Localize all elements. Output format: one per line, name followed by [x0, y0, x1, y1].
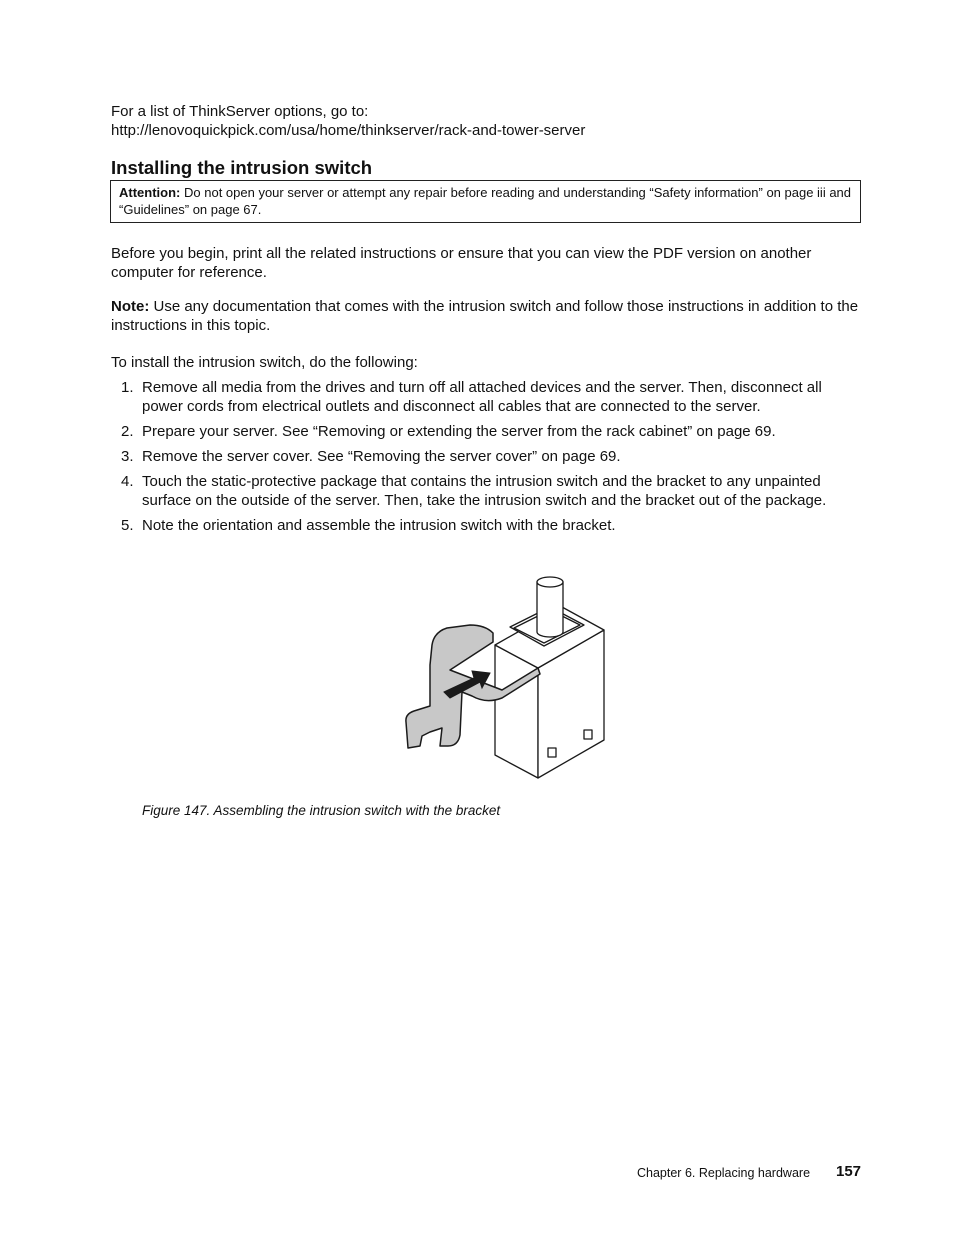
plunger-icon [537, 582, 563, 637]
step-text: Prepare your server. See “Removing or extending the server from the rack cabinet” on page 69. [142, 423, 776, 440]
footer-chapter: Chapter 6. Replacing hardware [637, 1166, 811, 1180]
figure-caption: Figure 147. Assembling the intrusion switch with the bracket [142, 803, 501, 818]
body-slot [584, 730, 592, 739]
step-item [111, 447, 863, 466]
step-text: Remove all media from the drives and turn off all attached devices and the server. Then, disconnect all power cords from electrical outlets and disconnect all cables that are connected to the server. [142, 379, 822, 415]
attention-box [110, 180, 861, 223]
step-number: 2. [121, 423, 134, 440]
step-number: 3. [121, 448, 134, 465]
intro-text [111, 102, 585, 140]
body-slot [548, 748, 556, 757]
options-url[interactable]: http://lenovoquickpick.com/usa/home/thinkserver/rack-and-tower-server [111, 122, 586, 139]
section-title: Installing the intrusion switch [111, 157, 373, 178]
page-number: 157 [836, 1163, 862, 1180]
step-number: 4. [121, 473, 134, 490]
steps-list [111, 378, 863, 541]
intrusion-switch-illustration [390, 570, 610, 785]
note-text: Use any documentation that comes with the intrusion switch and follow those instructions in addition to the instructions in this topic. [111, 298, 859, 334]
attention-text: Do not open your server or attempt any repair before reading and understanding “Safety information” on page iii and “Guidelines” on page 67. [119, 185, 852, 217]
attention-label: Attention: [119, 185, 181, 200]
step-text: Touch the static-protective package that contains the intrusion switch and the bracket to any unpainted surface on the outside of the server. Then, take the intrusion switch and the bracket out of the package. [142, 473, 827, 509]
step-text: Remove the server cover. See “Removing the server cover” on page 69. [142, 448, 621, 465]
intro-line-1: For a list of ThinkServer options, go to: [111, 103, 369, 120]
note-label: Note: [111, 298, 150, 315]
step-item [111, 422, 863, 441]
step-item [111, 516, 863, 535]
steps-intro: To install the intrusion switch, do the following: [111, 354, 418, 371]
before-begin-text: Before you begin, print all the related instructions or ensure that you can view the PDF version on another computer for reference. [111, 245, 812, 281]
step-text: Note the orientation and assemble the intrusion switch with the bracket. [142, 517, 616, 534]
step-number: 5. [121, 517, 134, 534]
step-item [111, 378, 863, 416]
step-number: 1. [121, 379, 134, 396]
step-item [111, 472, 863, 510]
note-paragraph [111, 297, 871, 335]
